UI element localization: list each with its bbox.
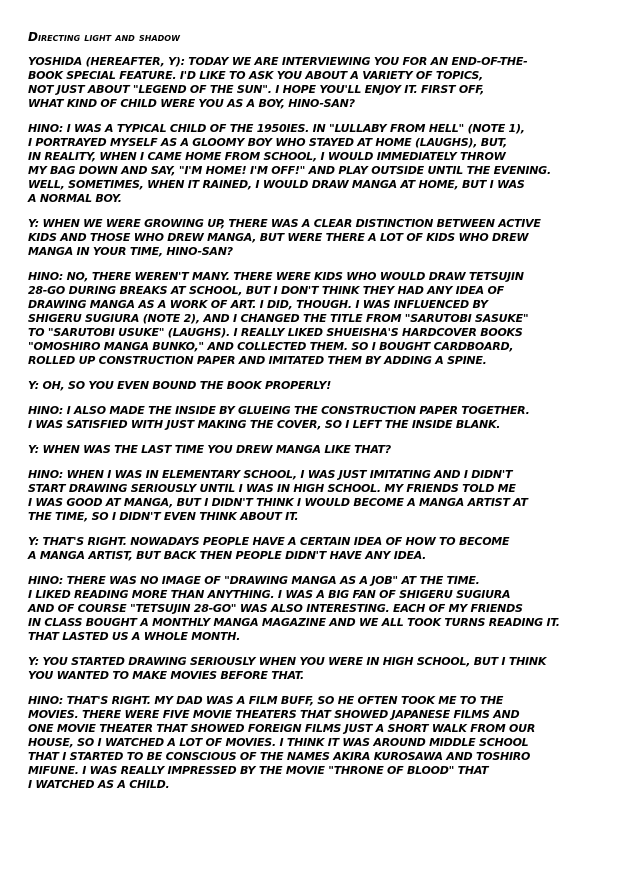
interview-paragraph: Y: WHEN WE WERE GROWING UP, THERE WAS A CLEAR DISTINCTION BETWEEN ACTIVE KIDS AND THOSE WHO DREW MANGA, BUT WERE THERE A LOT OF KIDS WHO DREW MANGA IN YOUR TIME, HINO-SAN? <box>28 217 541 258</box>
interview-paragraph: HINO: WHEN I WAS IN ELEMENTARY SCHOOL, I WAS JUST IMITATING AND I DIDN'T START DRAWING SERIOUSLY UNTIL I WAS IN HIGH SCHOOL. MY FRIENDS TOLD ME I WAS GOOD AT MANGA, BUT I DIDN'T THINK I WOULD BECOME A MANGA ARTIST AT THE TIME, SO I DIDN'T EVEN THINK ABOUT IT. <box>28 468 528 523</box>
interview-paragraph: HINO: THERE WAS NO IMAGE OF "DRAWING MANGA AS A JOB" AT THE TIME. I LIKED READING MORE THAN ANYTHING. I WAS A BIG FAN OF SHIGERU SUGIURA AND OF COURSE "TETSUJIN 28-GO" WAS ALSO INTERESTING. EACH OF MY FRIENDS IN CLASS BOUGHT A MONTHLY MANGA MAGAZINE AND WE ALL TOOK TURNS READING IT. THAT LASTED US A WHOLE MONTH. <box>28 574 560 643</box>
interview-page <box>28 30 618 803</box>
interview-paragraph: HINO: I ALSO MADE THE INSIDE BY GLUEING THE CONSTRUCTION PAPER TOGETHER. I WAS SATISFIED WITH JUST MAKING THE COVER, SO I LEFT THE INSIDE BLANK. <box>28 404 530 431</box>
section-heading: Directing light and shadow <box>28 30 180 44</box>
interview-paragraph: Y: WHEN WAS THE LAST TIME YOU DREW MANGA LIKE THAT? <box>28 443 391 456</box>
interview-paragraph: HINO: I WAS A TYPICAL CHILD OF THE 1950IES. IN "LULLABY FROM HELL" (NOTE 1), I PORTRAYED MYSELF AS A GLOOMY BOY WHO STAYED AT HOME (LAUGHS), BUT, IN REALITY, WHEN I CAME HOME FROM SCHOOL, I WOULD IMMEDIATELY THROW MY BAG DOWN AND SAY, "I'M HOME! I'M OFF!" AND PLAY OUTSIDE UNTIL THE EVENING. WELL, SOMETIMES, WHEN IT RAINED, I WOULD DRAW MANGA AT HOME, BUT I WAS A NORMAL BOY. <box>28 122 551 205</box>
interview-paragraph: Y: YOU STARTED DRAWING SERIOUSLY WHEN YOU WERE IN HIGH SCHOOL, BUT I THINK YOU WANTED TO MAKE MOVIES BEFORE THAT. <box>28 655 547 682</box>
interview-paragraph: HINO: NO, THERE WEREN'T MANY. THERE WERE KIDS WHO WOULD DRAW TETSUJIN 28-GO DURING BREAKS AT SCHOOL, BUT I DON'T THINK THEY HAD ANY IDEA OF DRAWING MANGA AS A WORK OF ART. I DID, THOUGH. I WAS INFLUENCED BY SHIGERU SUGIURA (NOTE 2), AND I CHANGED THE TITLE FROM "SARUTOBI SASUKE" TO "SARUTOBI USUKE" (LAUGHS). I REALLY LIKED SHUEISHA'S HARDCOVER BOOKS "OMOSHIRO MANGA BUNKO," AND COLLECTED THEM. SO I BOUGHT CARDBOARD, ROLLED UP CONSTRUCTION PAPER AND IMITATED THEM BY ADDING A SPINE. <box>28 270 529 367</box>
interview-paragraph: Y: THAT'S RIGHT. NOWADAYS PEOPLE HAVE A CERTAIN IDEA OF HOW TO BECOME A MANGA ARTIST, BUT BACK THEN PEOPLE DIDN'T HAVE ANY IDEA. <box>28 535 510 562</box>
interview-paragraph: HINO: THAT'S RIGHT. MY DAD WAS A FILM BUFF, SO HE OFTEN TOOK ME TO THE MOVIES. THERE WERE FIVE MOVIE THEATERS THAT SHOWED JAPANESE FILMS AND ONE MOVIE THEATER THAT SHOWED FOREIGN FILMS JUST A SHORT WALK FROM OUR HOUSE, SO I WATCHED A LOT OF MOVIES. I THINK IT WAS AROUND MIDDLE SCHOOL THAT I STARTED TO BE CONSCIOUS OF THE NAMES AKIRA KUROSAWA AND TOSHIRO MIFUNE. I WAS REALLY IMPRESSED BY THE MOVIE "THRONE OF BLOOD" THAT I WATCHED AS A CHILD. <box>28 694 536 791</box>
interview-paragraph: Y: OH, SO YOU EVEN BOUND THE BOOK PROPERLY! <box>28 379 331 392</box>
interview-paragraph: YOSHIDA (HEREAFTER, Y): TODAY WE ARE INTERVIEWING YOU FOR AN END-OF-THE- BOOK SPECIAL FEATURE. I'D LIKE TO ASK YOU ABOUT A VARIETY OF TOPICS, NOT JUST ABOUT "LEGEND OF THE SUN". I HOPE YOU'LL ENJOY IT. FIRST OFF, WHAT KIND OF CHILD WERE YOU AS A BOY, HINO-SAN? <box>28 55 528 110</box>
